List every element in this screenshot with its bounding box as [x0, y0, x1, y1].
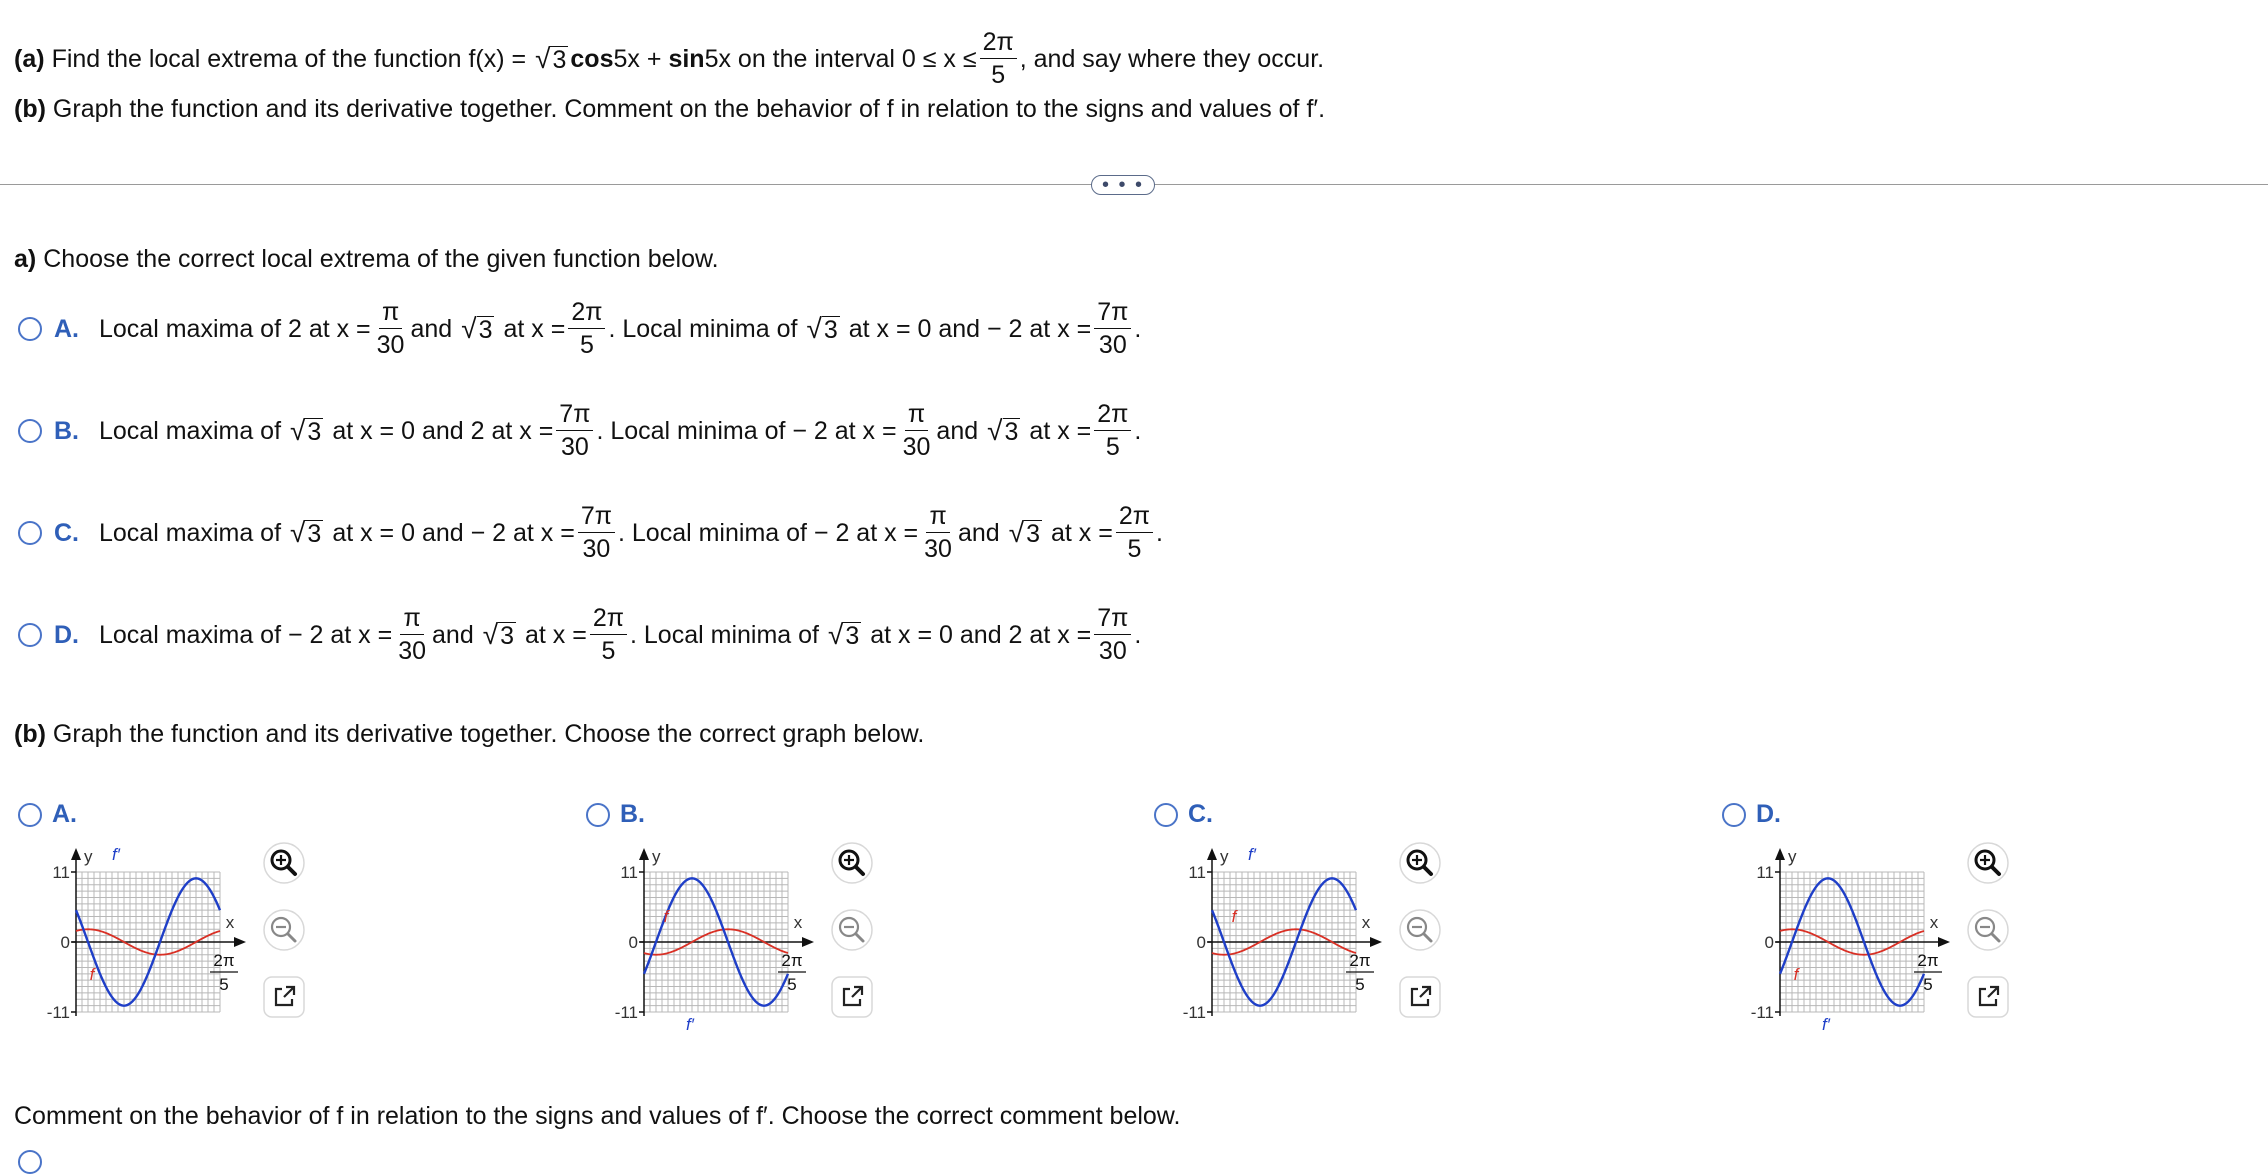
f-prime-label: f′ [1822, 1015, 1830, 1032]
f-label: f [1793, 965, 1799, 984]
y-zero-label: 0 [60, 933, 70, 952]
comment-prompt: Comment on the behavior of f in relation to the signs and values of f′. Choose the correct comment below. [14, 1102, 1181, 1130]
x-tick-numerator: 2π [781, 951, 803, 970]
zoom-in-icon[interactable] [830, 841, 874, 885]
graph-c [1154, 832, 1404, 1032]
zoom-out-icon[interactable] [262, 908, 306, 952]
x-axis-arrow [1370, 937, 1382, 947]
interval-upper-bound: $\frac{2\pi}{5}$ [980, 30, 1017, 88]
y-min-label: -11 [614, 1003, 638, 1022]
y-min-label: -11 [46, 1003, 70, 1022]
radio-extrema-c[interactable] [18, 521, 42, 545]
x-axis-arrow [1938, 937, 1950, 947]
graph-option-a[interactable]: A. [18, 800, 77, 829]
x-tick-numerator: 2π [1349, 951, 1371, 970]
x-tick-numerator: 2π [1917, 951, 1939, 970]
y-axis-arrow [639, 848, 649, 860]
popout-icon[interactable] [830, 975, 874, 1019]
graph-option-c[interactable]: C. [1154, 800, 1213, 829]
radio-extrema-a[interactable] [18, 317, 42, 341]
x-axis-arrow [802, 937, 814, 947]
x-axis-arrow [234, 937, 246, 947]
zoom-out-icon[interactable] [830, 908, 874, 952]
zoom-out-icon[interactable] [1398, 908, 1442, 952]
x-axis-label: x [225, 913, 235, 932]
sqrt-3: √ 3 [535, 43, 567, 74]
graph-d [1722, 832, 1972, 1032]
popout-icon[interactable] [262, 975, 306, 1019]
extrema-option-a[interactable]: A. Local maxima of 2 at x = $\frac{\pi}{30}$ and √ 3 at x = $\frac{2\pi}{5}$ . Local minima of √ 3 at x = 0 and − 2 at x = $\frac{7\pi}{30}$ . [18, 300, 1141, 358]
section-b-prompt: (b) Graph the function and its derivative together. Choose the correct graph below. [14, 720, 925, 748]
question-part-b: (b) Graph the function and its derivative together. Comment on the behavior of f in relation to the signs and values of f′. [14, 95, 1326, 123]
f-prime-label: f′ [686, 1015, 694, 1032]
x-axis-label: x [793, 913, 803, 932]
graph-option-b[interactable]: B. [586, 800, 645, 829]
expand-more-button[interactable]: • • • [1091, 175, 1155, 195]
graph-a [18, 832, 268, 1032]
y-min-label: -11 [1750, 1003, 1774, 1022]
y-zero-label: 0 [1196, 933, 1206, 952]
y-axis-label: y [652, 847, 661, 866]
graph-b [586, 832, 836, 1032]
y-axis-label: y [84, 847, 93, 866]
extrema-option-b[interactable]: B. Local maxima of √ 3 at x = 0 and 2 at x = $\frac{7\pi}{30}$ . Local minima of − 2 at x = $\frac{\pi}{30}$ and √ 3 at x = $\frac{2\pi}{5}$ . [18, 402, 1141, 460]
y-axis-label: y [1220, 847, 1229, 866]
radio-comment-partial[interactable] [18, 1150, 42, 1174]
zoom-in-icon[interactable] [1966, 841, 2010, 885]
f-prime-label: f′ [1248, 845, 1256, 864]
extrema-option-d[interactable]: D. Local maxima of − 2 at x = $\frac{\pi}{30}$ and √ 3 at x = $\frac{2\pi}{5}$ . Local minima of √ 3 at x = 0 and 2 at x = $\frac{7\pi}{30}$ . [18, 606, 1141, 664]
f-prime-label: f′ [112, 845, 120, 864]
y-zero-label: 0 [1764, 933, 1774, 952]
y-max-label: 11 [620, 863, 638, 882]
x-tick-denominator: 5 [1923, 975, 1933, 994]
y-axis-arrow [1775, 848, 1785, 860]
y-min-label: -11 [1182, 1003, 1206, 1022]
section-a-prompt: a) Choose the correct local extrema of the given function below. [14, 245, 719, 273]
radio-graph-a[interactable] [18, 803, 42, 827]
x-tick-numerator: 2π [213, 951, 235, 970]
x-tick-denominator: 5 [1355, 975, 1365, 994]
extrema-option-c[interactable]: C. Local maxima of √ 3 at x = 0 and − 2 at x = $\frac{7\pi}{30}$ . Local minima of − 2 at x = $\frac{\pi}{30}$ and √ 3 at x = $\frac{2\pi}{5}$ . [18, 504, 1163, 562]
radio-graph-c[interactable] [1154, 803, 1178, 827]
y-max-label: 11 [52, 863, 70, 882]
x-tick-denominator: 5 [787, 975, 797, 994]
f-label: f [1231, 907, 1237, 926]
x-axis-label: x [1929, 913, 1939, 932]
zoom-out-icon[interactable] [1966, 908, 2010, 952]
y-max-label: 11 [1188, 863, 1206, 882]
x-tick-denominator: 5 [219, 975, 229, 994]
f-label: f [663, 907, 669, 926]
zoom-in-icon[interactable] [262, 841, 306, 885]
y-axis-arrow [1207, 848, 1217, 860]
y-axis-arrow [71, 848, 81, 860]
graph-option-d[interactable]: D. [1722, 800, 1781, 829]
y-zero-label: 0 [628, 933, 638, 952]
f-label: f [89, 965, 95, 984]
radio-extrema-d[interactable] [18, 623, 42, 647]
radio-graph-b[interactable] [586, 803, 610, 827]
radio-graph-d[interactable] [1722, 803, 1746, 827]
popout-icon[interactable] [1398, 975, 1442, 1019]
question-part-a: (a) Find the local extrema of the function f(x) = √ 3 cos 5x + sin 5x on the interval 0 ≤ x ≤ $\frac{2\pi}{5}$ , and say where they occur. [14, 28, 1325, 89]
y-axis-label: y [1788, 847, 1797, 866]
x-axis-label: x [1361, 913, 1371, 932]
zoom-in-icon[interactable] [1398, 841, 1442, 885]
radio-extrema-b[interactable] [18, 419, 42, 443]
y-max-label: 11 [1756, 863, 1774, 882]
popout-icon[interactable] [1966, 975, 2010, 1019]
